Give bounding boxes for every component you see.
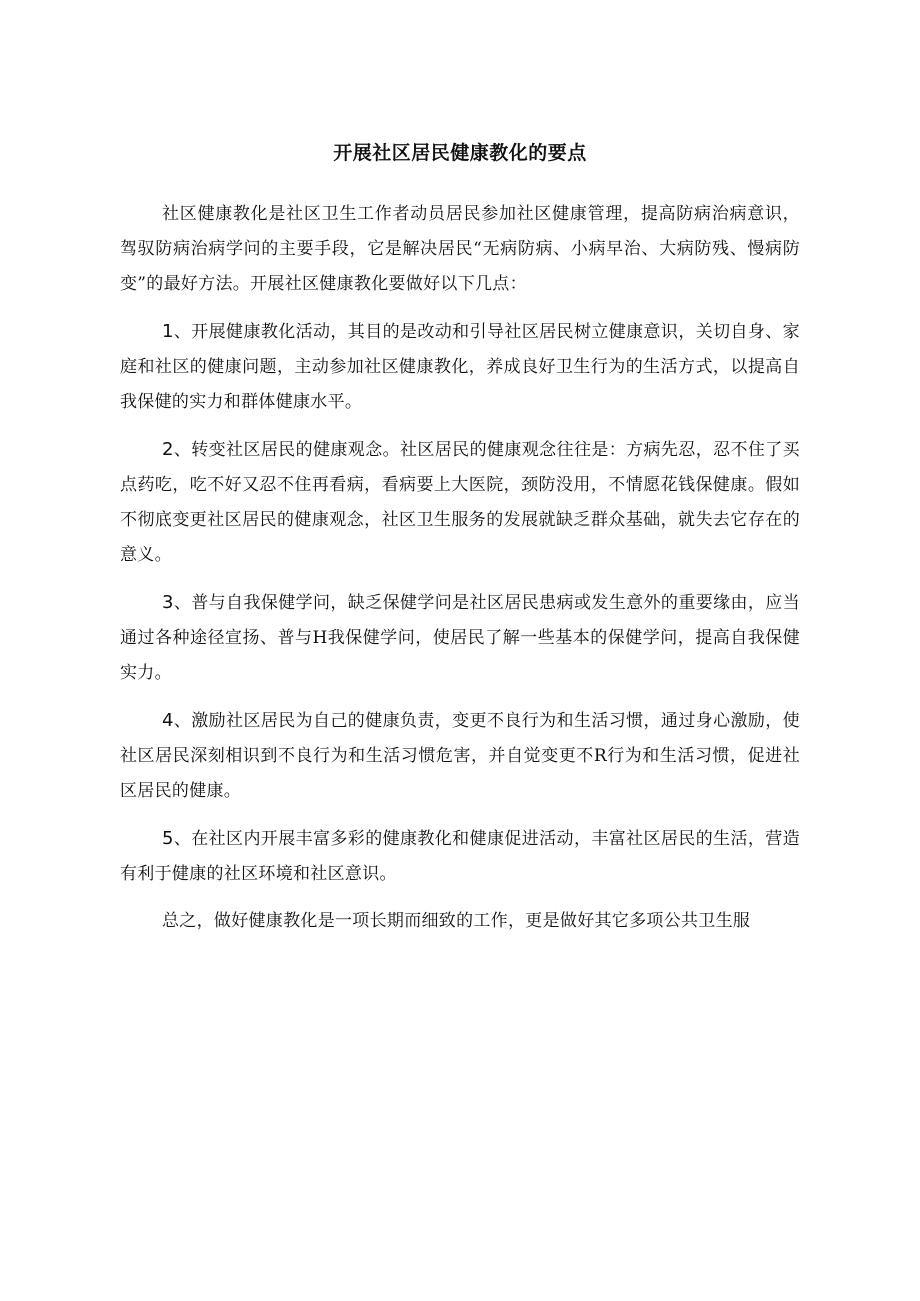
conclusion-paragraph [120,904,800,939]
page-title: 开展社区居民健康教化的要点 [333,142,587,164]
point-5-paragraph [120,821,800,892]
paragraph-text: 社区健康教化是社区卫生工作者动员居民参加社区健康管理，提高防病治病意识，驾驭防病治病学问的主要手段，它是解决居民“无病防病、小病早治、大病防残、慢病防变”的最好方法。开展社区健康教化要做好以下几点： [120,204,800,294]
paragraph-text: 、在社区内开展丰富多彩的健康教化和健康促进活动，丰富社区居民的生活，营造有利于健康的社区环境和社区意识。 [120,829,800,884]
paragraph-text: 、开展健康教化活动，其目的是改动和引导社区居民树立健康意识，关切自身、家庭和社区的健康问题，主动参加社区健康教化，养成良好卫生行为的生活方式，以提高自我保健的实力和群体健康水平。 [120,322,800,412]
point-number: 5 [162,828,174,849]
paragraph-text: 、转变社区居民的健康观念。社区居民的健康观念往往是：方病先忍，忍不住了买点药吃，吃不好又忍不住再看病，看病要上大医院，颈防没用，不情愿花钱保健康。假如不彻底变更社区居民的健康观念，社区卫生服务的发展就缺乏群众基础，就失去它存在的意义。 [120,440,800,565]
point-number: 2 [162,439,174,460]
paragraph-text: 总之，做好健康教化是一项长期而细致的工作，更是做好其它多项公共卫生服 [162,911,751,931]
intro-paragraph [120,197,800,302]
document-body [120,197,800,951]
paragraph-text: 、普与自我保健学问，缺乏保健学问是社区居民患病或发生意外的重要缘由，应当通过各种途径宣扬、普与H我保健学问，使居民了解一些基本的保健学问，提高自我保健实力。 [120,593,800,683]
paragraph-text: 、激励社区居民为自己的健康负责，变更不良行为和生活习惯，通过身心激励，使社区居民深刻相识到不良行为和生活习惯危害，并自觉变更不R行为和生活习惯，促进社区居民的健康。 [120,711,800,801]
point-2-paragraph [120,432,800,573]
point-4-paragraph [120,703,800,809]
point-1-paragraph [120,314,800,420]
point-3-paragraph [120,585,800,691]
point-number: 4 [162,710,174,731]
point-number: 3 [162,592,174,613]
point-number: 1 [162,321,174,342]
